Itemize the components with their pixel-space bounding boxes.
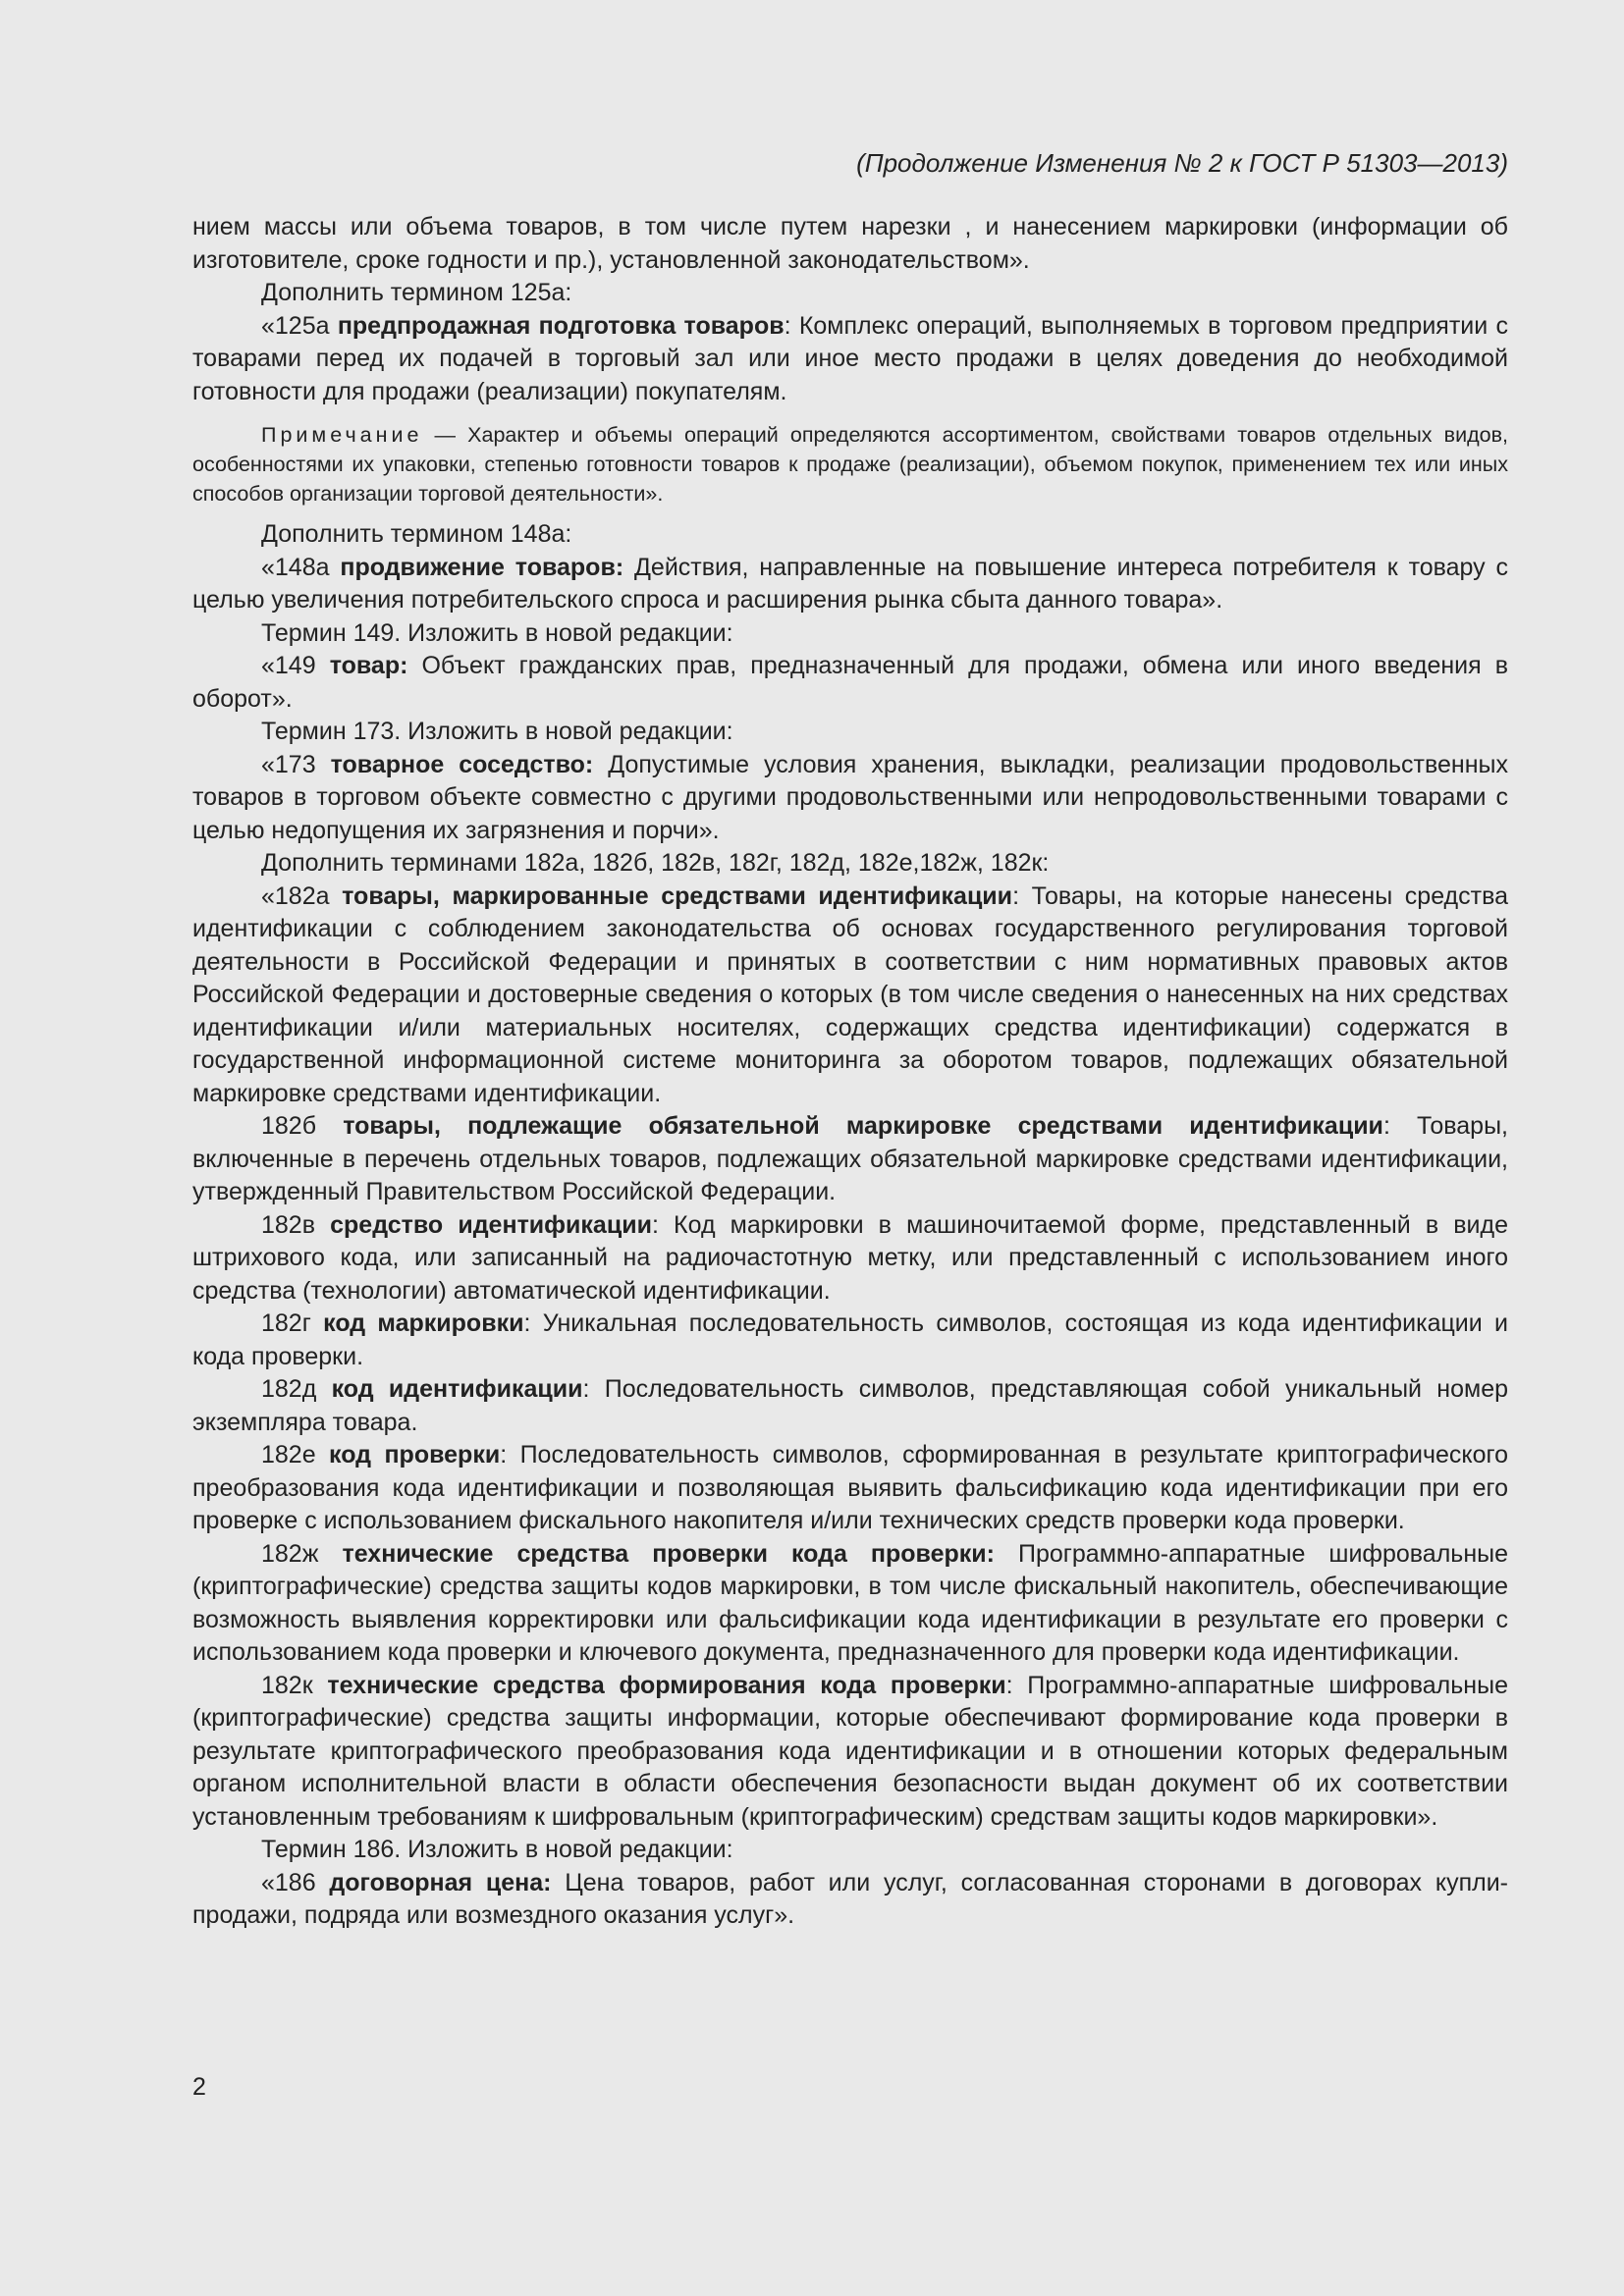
term-definition: Действия, направленные на повышение интереса потребителя к товару с целью увеличения потребительского спроса и расширения рынка сбыта данного товара». [192,553,1509,614]
term-149 [192,650,1508,716]
term-definition: : Уникальная последовательность символов, состоящая из кода идентификации и кода проверки. [192,1309,1508,1370]
term-title: договорная цена: [329,1868,552,1896]
term-definition: : Код маркировки в машиночитаемой форме, представленный в виде штрихового кода, или записанный на радиочастотную метку, или представленный с использованием иного средства (технологии) автоматической идентификации. [192,1210,1508,1305]
running-header: (Продолжение Изменения № 2 к ГОСТ Р 51303—2013) [856,148,1508,178]
term-number: 182б [261,1112,344,1140]
term-182d [192,1373,1508,1439]
term-title: код идентификации [331,1375,583,1403]
term-number: «125а [261,311,338,340]
term-173 [192,749,1508,848]
term-182k [192,1670,1508,1835]
note-125a [192,420,1508,508]
term-title: предпродажная подготовка товаров [337,311,785,340]
term-number: 182д [261,1375,332,1403]
instruction-add-125a [192,277,1508,310]
instruction-term-149 [192,617,1508,651]
term-definition: : Товары, включенные в перечень отдельных товаров, подлежащих обязательной маркировке средствами идентификации, утвержденный Правительством Российской Федерации. [192,1112,1508,1205]
paragraph-continuation [192,211,1508,277]
term-definition: Программно-аппаратные шифровальные (криптографические) средства защиты кодов маркировки, в том числе фискальный накопитель, обеспечивающие возможность выявления корректировки или фальсификации кода идентификации в результате его проверки с использованием кода проверки и ключевого документа, предназначенного для проверки кода идентификации. [192,1539,1509,1666]
term-definition: Объект гражданских прав, предназначенный для продажи, обмена или иного введения в оборот». [192,652,1509,713]
term-definition: Допустимые условия хранения, выкладки, реализации продовольственных товаров в торговом объекте совместно с другими продовольственными или непродовольственными товарами с целью недопущения их загрязнения и порчи». [192,750,1508,844]
term-182e [192,1439,1508,1538]
term-186 [192,1867,1508,1933]
paragraph-text: Термин 186. Изложить в новой редакции: [261,1836,733,1863]
instruction-add-182 [192,847,1508,881]
term-definition: Цена товаров, работ или услуг, согласованная сторонами в договорах купли-продажи, подряда или возмездного оказания услуг». [192,1868,1508,1929]
term-number: «186 [261,1868,330,1896]
paragraph-text: нием массы или объема товаров, в том числе путем нарезки , и нанесением маркировки (информации об изготовителе, сроке годности и пр.), установленной законодательством». [192,213,1508,274]
term-number: 182к [261,1671,328,1699]
term-title: технические средства проверки кода проверки: [342,1539,995,1568]
term-title: код маркировки [323,1309,524,1337]
instruction-term-186 [192,1834,1508,1867]
term-title: товарное соседство: [330,750,594,778]
term-title: товар: [329,652,408,679]
term-number: 182е [261,1441,330,1468]
term-182a [192,881,1508,1111]
term-number: «148а [261,553,341,581]
term-title: товары, подлежащие обязательной маркировке средствами идентификации [343,1112,1383,1140]
paragraph-text: Дополнить терминами 182а, 182б, 182в, 182г, 182д, 182е,182ж, 182к: [261,849,1050,877]
term-number: 182г [261,1309,324,1337]
page-number: 2 [192,2073,206,2101]
note-text: — Характер и объемы операций определяются ассортиментом, свойствами товаров отдельных видов, особенностями их упаковки, степенью готовности товаров к продаже (реализации), объемом покупок, применением тех или иных способов организации торговой деятельности». [192,423,1508,506]
paragraph-text: Термин 173. Изложить в новой редакции: [261,718,733,745]
term-182b [192,1110,1508,1209]
term-definition: : Комплекс операций, выполняемых в торговом предприятии с товарами перед их подачей в торговый зал или иное место продажи в целях доведения до необходимой готовности для продажи (реализации) покупателям. [192,311,1508,405]
term-title: товары, маркированные средствами идентификации [342,881,1013,910]
term-182v [192,1209,1508,1308]
term-125a [192,310,1508,409]
paragraph-text: Дополнить термином 148а: [261,520,572,548]
term-number: «149 [261,652,330,679]
term-definition: : Программно-аппаратные шифровальные (криптографические) средства защиты информации, которые обеспечивают формирование кода проверки в результате криптографического преобразования кода идентификации и в отношении которых федеральным органом исполнительной власти в области обеспечения безопасности выдан документ об их соответствии установленным требованиям к шифровальным (криптографическим) средствам защиты кодов маркировки». [192,1671,1508,1831]
term-number: 182ж [261,1539,343,1568]
term-182g [192,1308,1508,1373]
note-label: Примечание [261,423,423,447]
paragraph-text: Термин 149. Изложить в новой редакции: [261,618,733,647]
document-body [192,211,1508,1933]
term-title: продвижение товаров: [340,553,624,581]
paragraph-text: Дополнить термином 125а: [261,279,572,306]
instruction-add-148a [192,518,1508,552]
instruction-term-173 [192,716,1508,749]
term-title: технические средства формирования кода проверки [327,1671,1006,1699]
term-182zh [192,1538,1508,1670]
term-number: 182в [261,1210,331,1239]
term-definition: : Товары, на которые нанесены средства идентификации с соблюдением законодательства об основах государственного регулирования торговой деятельности в Российской Федерации и принятых в соответствии с ним нормативных правовых актов Российской Федерации и достоверные сведения о которых (в том числе сведения о нанесенных на них средствах идентификации и/или материальных носителях, содержащих средства идентификации) содержатся в государственной информационной системе мониторинга за оборотом товаров, подлежащих обязательной маркировке средствами идентификации. [192,881,1508,1107]
term-definition: : Последовательность символов, сформированная в результате криптографического преобразования кода идентификации и позволяющая выявить фальсификацию кода идентификации при его проверке с использованием фискального накопителя и/или технических средств проверки кода проверки. [192,1441,1509,1534]
term-definition: : Последовательность символов, представляющая собой уникальный номер экземпляра товара. [192,1375,1509,1436]
term-number: «173 [261,750,331,778]
term-148a [192,552,1508,617]
term-number: «182а [261,881,343,910]
term-title: код проверки [329,1441,501,1468]
term-title: средство идентификации [330,1210,652,1239]
